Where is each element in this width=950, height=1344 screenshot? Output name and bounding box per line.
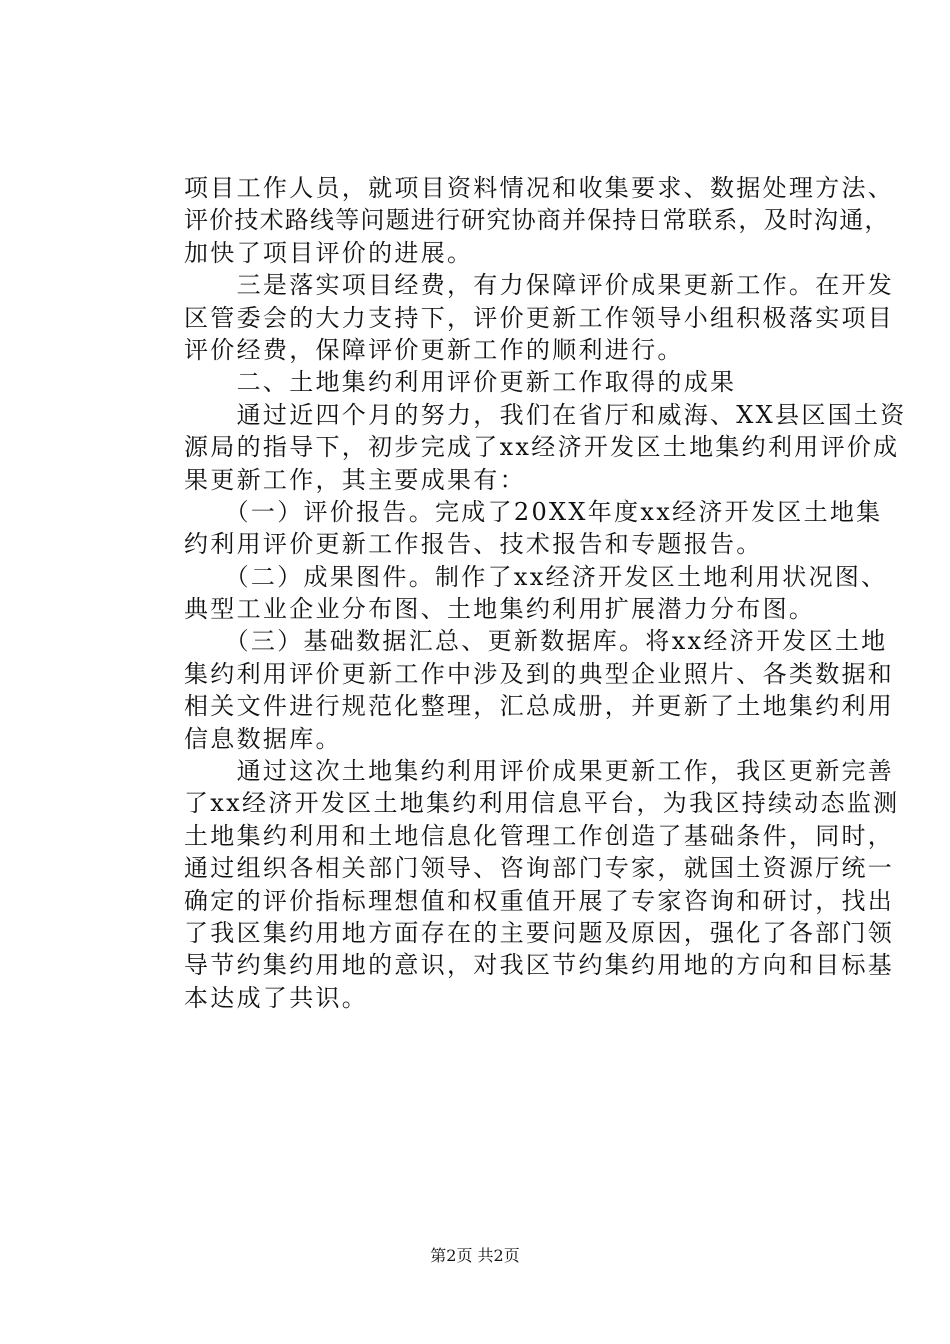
- text-line: 项目工作人员，就项目资料情况和收集要求、数据处理方法、: [184, 174, 895, 202]
- document-body: [184, 172, 907, 1014]
- text-line: 评价经费，保障评价更新工作的顺利进行。: [184, 335, 684, 364]
- text-line: 评价技术路线等问题进行研究协商并保持日常联系，及时沟通，: [184, 206, 890, 235]
- section-heading: 二、土地集约利用评价更新工作取得的成果: [184, 368, 737, 397]
- text-line: 区管委会的大力支持下，评价更新工作领导小组积极落实项目: [184, 303, 895, 332]
- text-line: 确定的评价指标理想值和权重值开展了专家咨询和研讨，找出: [184, 886, 895, 915]
- text-line: （一）评价报告。完成了20XX年度xx经济开发区土地集: [184, 497, 883, 526]
- text-line: 了xx经济开发区土地集约利用信息平台，为我区持续动态监测: [184, 789, 900, 818]
- text-line: 通过近四个月的努力，我们在省厅和威海、XX县区国土资: [184, 400, 907, 429]
- text-line: 土地集约利用和土地信息化管理工作创造了基础条件，同时，: [184, 821, 895, 850]
- text-line: 典型工业企业分布图、土地集约利用扩展潜力分布图。: [184, 595, 816, 624]
- text-line: 了我区集约用地方面存在的主要问题及原因，强化了各部门领: [184, 918, 895, 947]
- text-line: 集约利用评价更新工作中涉及到的典型企业照片、各类数据和: [184, 659, 895, 688]
- text-line: （二）成果图件。制作了xx经济开发区土地利用状况图、: [184, 562, 888, 591]
- page-number-footer: 第2页 共2页: [430, 1246, 520, 1265]
- text-line: 约利用评价更新工作报告、技术报告和专题报告。: [184, 530, 763, 559]
- text-line: 通过这次土地集约利用评价成果更新工作，我区更新完善: [184, 757, 895, 786]
- text-line: 通过组织各相关部门领导、咨询部门专家，就国土资源厅统一: [184, 854, 895, 883]
- text-line: 加快了项目评价的进展。: [184, 238, 474, 267]
- text-line: 相关文件进行规范化整理，汇总成册，并更新了土地集约利用: [184, 692, 895, 721]
- text-line: 信息数据库。: [184, 724, 342, 753]
- text-line: 三是落实项目经费，有力保障评价成果更新工作。在开发: [184, 271, 895, 300]
- text-line: 源局的指导下，初步完成了xx经济开发区土地集约利用评价成: [184, 433, 900, 462]
- text-line: （三）基础数据汇总、更新数据库。将xx经济开发区土地: [184, 627, 888, 656]
- text-line: 果更新工作，其主要成果有：: [184, 465, 526, 494]
- text-line: 导节约集约用地的意识，对我区节约集约用地的方向和目标基: [184, 951, 895, 980]
- text-line: 本达成了共识。: [184, 983, 369, 1012]
